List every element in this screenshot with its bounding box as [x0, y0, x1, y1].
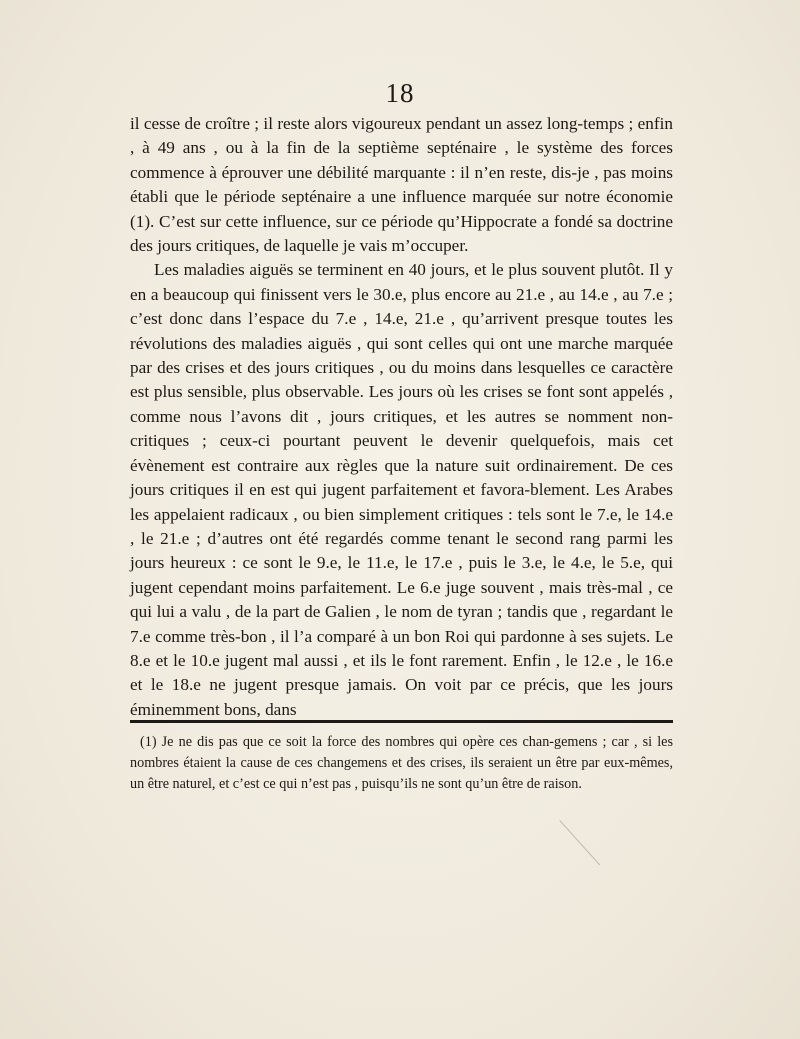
- paragraph-2: Les maladies aiguës se terminent en 40 jours, et le plus souvent plutôt. Il y en a beaucoup qui finissent vers le 30.e, plus encore au 21.e , au 14.e , au 7.e ; c’est donc dans l’espace du 7.e , 14.e, 21.e , qu’arrivent presque toutes les révolutions des maladies aiguës , qui sont celles qui ont une marche marquée par des crises et des jours critiques , ou du moins dans lesquelles ce caractère est plus sensible, plus observable. Les jours où les crises se font sont appelés , comme nous l’avons dit , jours critiques, et les autres se nomment non-critiques ; ceux-ci pourtant peuvent le devenir quelquefois, mais cet évènement est contraire aux règles que la nature suit ordinairement. De ces jours critiques il en est qui jugent parfaitement et favora-blement. Les Arabes les appelaient radicaux , ou bien simplement critiques : tels sont le 7.e, le 14.e , le 21.e ; d’autres ont été regardés comme tenant le second rang parmi les jours heureux : ce sont le 9.e, le 11.e, le 17.e , puis le 3.e, le 4.e, le 5.e, qui jugent cependant moins parfaitement. Le 6.e juge souvent , mais très-mal , ce qui lui a valu , de la part de Galien , le nom de tyran ; tandis que , regardant le 7.e comme très-bon , il l’a comparé à un bon Roi qui pardonne à ses sujets. Le 8.e et le 10.e jugent mal aussi , et ils le font rarement. Enfin , le 12.e , le 16.e et le 18.e ne jugent presque jamais. On voit par ce précis, que les jours éminemment bons, dans: [130, 260, 673, 719]
- page-number: 18: [385, 78, 415, 108]
- footnote: (1) Je ne dis pas que ce soit la force des nombres qui opère ces chan-gemens ; car , si les nombres étaient la cause de ces changemens et des crises, ils seraient un être par eux-mêmes, un être naturel, et c’est ce qui n’est pas , puisqu’ils ne sont qu’un être de raison.: [130, 734, 673, 792]
- body-text: [130, 112, 673, 722]
- footnote-separator-rule: [130, 720, 673, 723]
- paper-crease-mark: [559, 820, 600, 865]
- paragraph-1: il cesse de croître ; il reste alors vigoureux pendant un assez long-temps ; enfin , à 49 ans , ou à la fin de la septième septénaire , le système des forces commence à éprouver une débilité marquante : il n’en reste, dis-je , pas moins établi que le période septénaire a une influence marquée sur notre économie (1). C’est sur cette influence, sur ce période qu’Hippocrate a fondé sa doctrine des jours critiques, de laquelle je vais m’occuper.: [130, 114, 673, 256]
